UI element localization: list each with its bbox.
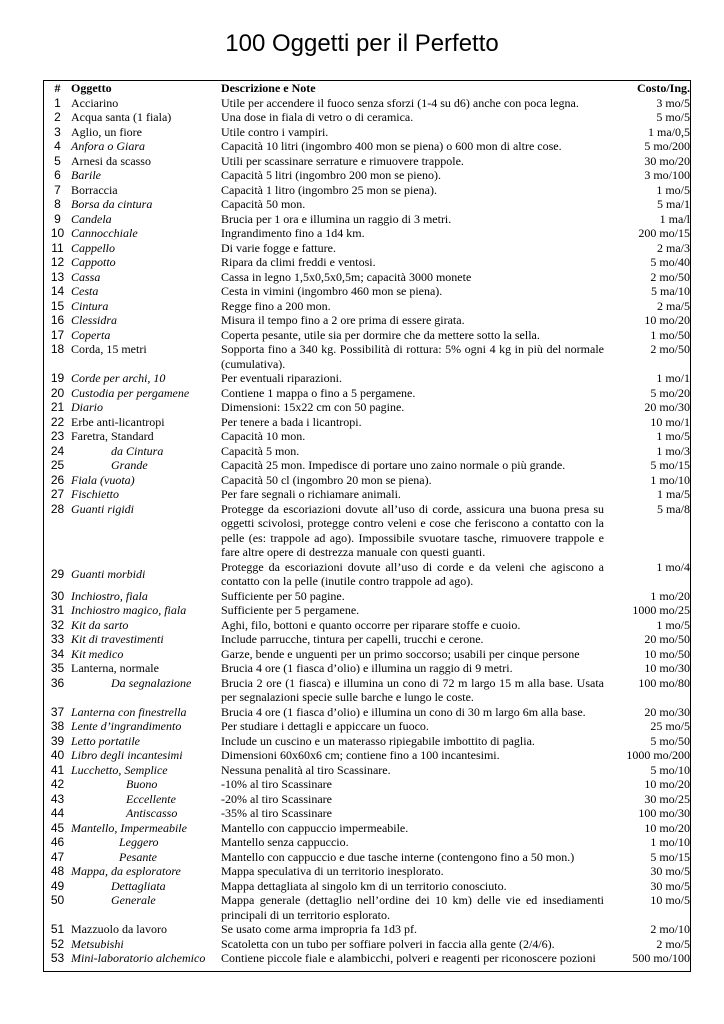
table-row: [44, 255, 690, 270]
row-object: Aglio, un fiore: [71, 124, 142, 139]
row-cost: 1 mo/10: [650, 835, 690, 849]
table-row: [44, 487, 690, 502]
row-cost: 5 mo/50: [650, 733, 690, 748]
row-description: Brucia 4 ore (1 fiasca d’olio) e illumina un raggio di 9 metri.: [221, 661, 513, 675]
row-object: Borsa da cintura: [71, 197, 153, 211]
table-row: [44, 676, 690, 705]
row-description: Ripara da climi freddi e ventosi.: [221, 255, 376, 269]
row-number: 35: [50, 661, 65, 675]
row-number: 44: [50, 806, 65, 820]
row-cost: 1 mo/3: [656, 443, 690, 458]
row-object: Mini-laboratorio alchemico: [71, 951, 206, 965]
table-row: [44, 458, 690, 473]
table-row: [44, 371, 690, 386]
row-number: 43: [50, 791, 65, 806]
table-row: [44, 705, 690, 720]
row-description: Utile contro i vampiri.: [221, 124, 329, 139]
table-row: [44, 154, 690, 169]
row-object: Fischietto: [71, 487, 119, 501]
row-object: Libro degli incantesimi: [71, 748, 183, 762]
row-number: 14: [50, 284, 65, 298]
row-cost: 1000 mo/25: [632, 603, 690, 617]
items-table: [44, 81, 690, 966]
table-row: [44, 560, 690, 589]
row-number: 39: [50, 733, 65, 748]
row-cost: 3 mo/100: [644, 168, 690, 182]
row-cost: 10 mo/20: [644, 820, 690, 835]
row-number: 49: [50, 878, 65, 893]
row-number: 40: [50, 748, 65, 762]
row-description: Capacità 5 litri (ingombro 200 mon se pieno).: [221, 168, 441, 182]
row-cost: 1 mo/5: [656, 429, 690, 443]
row-number: 16: [50, 313, 65, 327]
row-object: Da segnalazione: [111, 675, 192, 690]
row-description: Capacità 25 mon. Impedisce di portare uno zaino normale o più grande.: [221, 458, 566, 472]
row-number: 17: [50, 327, 65, 342]
row-description: Brucia 4 ore (1 fiasca d’olio) e illumina un cono di 30 m largo 6m alla base.: [221, 704, 586, 719]
row-description: Capacità 50 cl (ingombro 20 mon se piena).: [221, 472, 432, 487]
row-cost: 5 ma/8: [657, 501, 690, 516]
table-row: [44, 444, 690, 459]
table-row: [44, 212, 690, 227]
table-row: [44, 197, 690, 212]
table-row: [44, 864, 690, 879]
table-row: [44, 937, 690, 952]
row-object: Mantello, Impermeabile: [71, 820, 187, 835]
row-object: da Cintura: [111, 443, 164, 458]
row-number: 30: [50, 588, 65, 603]
row-cost: 200 mo/15: [638, 226, 690, 240]
table-row: [44, 429, 690, 444]
row-description: Brucia per 1 ora e illumina un raggio di 3 metri.: [221, 211, 452, 226]
row-cost: 2 mo/50: [650, 342, 690, 356]
row-object: Candela: [71, 211, 112, 226]
row-description: Protegge da escoriazioni dovute all’uso di corde e da veleni che agiscono a contatto con la pelle (inutile contro trappole ad ago).: [221, 559, 604, 588]
row-description: Coperta pesante, utile sia per dormire che da mettere sotto la sella.: [221, 327, 540, 342]
table-row: [44, 400, 690, 415]
row-number: 3: [54, 124, 61, 139]
row-description: Misura il tempo fino a 2 ore prima di essere girata.: [221, 313, 465, 327]
table-row: [44, 328, 690, 343]
row-object: Faretra, Standard: [71, 429, 154, 443]
table-row: [44, 342, 690, 371]
row-object: Corde per archi, 10: [71, 371, 166, 385]
row-number: 20: [50, 385, 65, 400]
row-cost: 1 ma/l: [659, 211, 690, 226]
row-description: Ingrandimento fino a 1d4 km.: [221, 226, 365, 240]
row-number: 4: [54, 139, 61, 153]
row-cost: 10 mo/20: [644, 777, 690, 791]
row-cost: 5 mo/5: [656, 110, 690, 124]
row-cost: 30 mo/5: [650, 878, 690, 893]
row-object: Cesta: [71, 284, 99, 298]
row-object: Clessidra: [71, 313, 118, 327]
table-row: [44, 618, 690, 633]
table-row: [44, 821, 690, 836]
row-description: Mantello senza cappuccio.: [221, 835, 349, 849]
row-cost: 5 mo/40: [650, 255, 690, 269]
row-object: Inchiostro, fiala: [71, 588, 148, 603]
row-description: Contiene 1 mappa o fino a 5 pergamene.: [221, 385, 416, 400]
row-number: 38: [50, 719, 65, 733]
row-description: -35% al tiro Scassinare: [221, 806, 332, 820]
row-description: Sufficiente per 50 pagine.: [221, 588, 345, 603]
row-number: 21: [50, 400, 65, 414]
table-row: [44, 763, 690, 778]
row-cost: 1 mo/5: [656, 182, 690, 197]
row-cost: 1 mo/1: [656, 371, 690, 385]
row-object: Leggero: [119, 835, 159, 849]
row-cost: 2 mo/5: [656, 936, 690, 951]
row-cost: 5 mo/15: [650, 849, 690, 864]
row-description: Mappa dettagliata al singolo km di un territorio conosciuto.: [221, 878, 507, 893]
row-object: Generale: [111, 893, 156, 907]
row-number: 8: [54, 197, 61, 211]
table-row: [44, 96, 690, 111]
table-row: [44, 922, 690, 937]
row-description: Sopporta fino a 340 kg. Possibilità di rottura: 5% ogni 4 kg in più del normale (cumulativa).: [221, 342, 604, 371]
row-description: Di varie fogge e fatture.: [221, 240, 336, 255]
row-description: Dimensioni 60x60x6 cm; contiene fino a 100 incantesimi.: [221, 748, 500, 762]
row-description: Per studiare i dettagli e appiccare un fuoco.: [221, 719, 429, 733]
row-cost: 30 mo/25: [644, 791, 690, 806]
row-cost: 1 mo/20: [650, 588, 690, 603]
row-description: Protegge da escoriazioni dovute all’uso di corde, assicura una buona presa su oggetti scivolosi, protegge contro veleni e cose che feriscono a contatto con la pelle (es: trappole ad ago). Impossibile svuotare tasche, rimuovere trappole e fare altre opere di destrezza manuale con questi guanti.: [221, 501, 604, 559]
row-cost: 1 ma/0,5: [648, 124, 690, 139]
row-number: 2: [54, 110, 61, 124]
header-description: Descrizione e Note: [221, 81, 316, 95]
row-description: Nessuna penalità al tiro Scassinare.: [221, 762, 391, 777]
row-object: Arnesi da scasso: [71, 153, 151, 168]
row-number: 26: [50, 472, 65, 487]
table-row: [44, 284, 690, 299]
row-object: Pesante: [119, 849, 157, 864]
row-description: Mappa generale (dettaglio nell’ordine dei 10 km) delle vie ed insediamenti principali di un territorio esplorato.: [221, 893, 604, 922]
row-object: Corda, 15 metri: [71, 342, 147, 356]
row-number: 18: [50, 342, 65, 356]
row-description: Capacità 10 mon.: [221, 429, 306, 443]
row-number: 48: [50, 864, 65, 878]
row-object: Coperta: [71, 327, 111, 342]
row-description: Scatoletta con un tubo per soffiare polveri in faccia alla gente (2/4/6).: [221, 936, 555, 951]
table-row: [44, 835, 690, 850]
row-number: 5: [54, 153, 61, 168]
row-cost: 10 mo/50: [644, 646, 690, 661]
row-object: Antiscasso: [126, 806, 178, 820]
row-object: Guanti morbidi: [71, 566, 146, 581]
row-object: Cintura: [71, 298, 109, 313]
row-description: Include parrucche, tintura per capelli, trucchi e cerone.: [221, 632, 484, 646]
row-cost: 2 ma/5: [657, 298, 690, 313]
table-row: [44, 183, 690, 198]
row-number: 6: [54, 168, 61, 182]
table-row: [44, 386, 690, 401]
row-object: Lucchetto, Semplice: [71, 762, 168, 777]
row-number: 13: [50, 269, 65, 284]
table-row: [44, 226, 690, 241]
row-number: 22: [50, 414, 65, 429]
row-number: 46: [50, 835, 65, 849]
row-cost: 30 mo/5: [650, 864, 690, 878]
row-number: 50: [50, 893, 65, 907]
table-row: [44, 589, 690, 604]
row-description: Cesta in vimini (ingombro 460 mon se piena).: [221, 284, 443, 298]
row-description: Capacità 10 litri (ingombro 400 mon se piena) o 600 mon di altre cose.: [221, 139, 562, 153]
table-row: [44, 502, 690, 560]
row-number: 7: [54, 182, 61, 197]
row-description: Brucia 2 ore (1 fiasca) e illumina un cono di 72 m largo 15 m alla base. Usata per segnalazioni specie sulle barche e lungo le coste.: [221, 675, 604, 704]
row-number: 1: [54, 95, 61, 110]
table-row: [44, 473, 690, 488]
table-row: [44, 792, 690, 807]
row-object: Barile: [71, 168, 101, 182]
row-cost: 5 ma/1: [657, 197, 690, 211]
row-cost: 5 mo/15: [650, 458, 690, 472]
row-object: Kit di travestimenti: [71, 632, 164, 646]
row-description: Utili per scassinare serrature e rimuovere trappole.: [221, 153, 464, 168]
row-cost: 1 mo/5: [656, 617, 690, 632]
row-number: 29: [50, 566, 65, 581]
row-description: Include un cuscino e un materasso ripiegabile imbottito di paglia.: [221, 733, 535, 748]
row-description: Sufficiente per 5 pergamene.: [221, 603, 360, 617]
row-number: 28: [50, 501, 65, 516]
row-object: Cassa: [71, 269, 101, 284]
table-row: [44, 719, 690, 734]
row-cost: 1 ma/5: [657, 487, 690, 501]
row-number: 47: [50, 849, 65, 864]
row-description: Dimensioni: 15x22 cm con 50 pagine.: [221, 400, 405, 414]
table-row: [44, 951, 690, 966]
table-row: [44, 647, 690, 662]
page-title: 100 Oggetti per il Perfetto: [225, 30, 499, 57]
row-cost: 5 mo/20: [650, 385, 690, 400]
row-object: Letto portatile: [71, 733, 140, 748]
table-row: [44, 777, 690, 792]
table-row: [44, 632, 690, 647]
row-description: Capacità 1 litro (ingombro 25 mon se piena).: [221, 182, 437, 197]
row-cost: 20 mo/30: [644, 400, 690, 414]
row-description: Mantello con cappuccio impermeabile.: [221, 820, 409, 835]
table-row: [44, 415, 690, 430]
row-description: Utile per accendere il fuoco senza sforzi (1-4 su d6) anche con poca legna.: [221, 95, 579, 110]
row-description: Garze, bende e unguenti per un primo soccorso; usabili per cinque persone: [221, 646, 580, 661]
row-number: 31: [50, 603, 65, 617]
row-cost: 10 mo/30: [644, 661, 690, 675]
row-description: Capacità 50 mon.: [221, 197, 306, 211]
row-number: 51: [50, 922, 65, 936]
row-cost: 2 mo/10: [650, 922, 690, 936]
row-number: 45: [50, 820, 65, 835]
row-number: 24: [50, 443, 65, 458]
row-number: 23: [50, 429, 65, 443]
row-object: Mazzuolo da lavoro: [71, 922, 167, 936]
row-object: Kit da sarto: [71, 617, 129, 632]
row-object: Anfora o Giara: [71, 139, 146, 153]
row-number: 34: [50, 646, 65, 661]
row-cost: 5 mo/10: [650, 762, 690, 777]
row-number: 36: [50, 675, 65, 690]
row-number: 33: [50, 632, 65, 646]
table-row: [44, 893, 690, 922]
row-cost: 5 ma/10: [651, 284, 690, 298]
row-description: Per fare segnali o richiamare animali.: [221, 487, 401, 501]
row-cost: 20 mo/30: [644, 704, 690, 719]
row-object: Lanterna con finestrella: [71, 704, 187, 719]
row-number: 27: [50, 487, 65, 501]
header-cost: Costo/Ing.: [636, 81, 690, 95]
row-object: Lanterna, normale: [71, 661, 159, 675]
table-row: [44, 806, 690, 821]
row-object: Guanti rigidi: [71, 501, 135, 516]
row-number: 19: [50, 371, 65, 385]
row-description: Capacità 5 mon.: [221, 443, 300, 458]
header-object: Oggetto: [71, 81, 112, 95]
row-object: Custodia per pergamene: [71, 385, 190, 400]
row-number: 12: [50, 255, 65, 269]
row-cost: 1000 mo/200: [626, 748, 690, 762]
row-description: Mantello con cappuccio e due tasche interne (contengono fino a 50 mon.): [221, 849, 575, 864]
row-cost: 5 mo/200: [644, 139, 690, 153]
table-row: [44, 270, 690, 285]
row-object: Fiala (vuota): [71, 472, 135, 487]
row-cost: 10 mo/20: [644, 313, 690, 327]
table-row: [44, 139, 690, 154]
table-row: [44, 299, 690, 314]
row-object: Grande: [111, 458, 148, 472]
row-cost: 20 mo/50: [644, 632, 690, 646]
row-object: Cannocchiale: [71, 226, 138, 240]
row-number: 42: [50, 777, 65, 791]
row-cost: 3 mo/5: [656, 95, 690, 110]
row-description: Cassa in legno 1,5x0,5x0,5m; capacità 3000 monete: [221, 269, 472, 284]
row-cost: 25 mo/5: [650, 719, 690, 733]
table-row: [44, 313, 690, 328]
table-header-row: [44, 81, 690, 96]
row-object: Inchiostro magico, fiala: [71, 603, 187, 617]
row-number: 25: [50, 458, 65, 472]
row-cost: 1 mo/10: [650, 472, 690, 487]
row-object: Buono: [126, 777, 158, 791]
row-cost: 2 mo/50: [650, 269, 690, 284]
row-cost: 100 mo/80: [638, 675, 690, 690]
table-row: [44, 661, 690, 676]
table-row: [44, 748, 690, 763]
table-row: [44, 125, 690, 140]
row-object: Lente d’ingrandimento: [71, 719, 182, 733]
row-object: Eccellente: [126, 791, 176, 806]
row-number: 11: [51, 240, 64, 255]
row-description: Mappa speculativa di un territorio inesplorato.: [221, 864, 444, 878]
row-object: Kit medico: [71, 646, 124, 661]
row-cost: 30 mo/20: [644, 153, 690, 168]
row-description: Regge fino a 200 mon.: [221, 298, 331, 313]
row-object: Dettagliata: [111, 878, 166, 893]
row-description: Una dose in fiala di vetro o di ceramica.: [221, 110, 414, 124]
table-row: [44, 879, 690, 894]
table-row: [44, 241, 690, 256]
row-number: 9: [54, 211, 61, 226]
table-row: [44, 168, 690, 183]
row-number: 15: [50, 298, 65, 313]
row-number: 10: [50, 226, 65, 240]
row-description: Contiene piccole fiale e alambicchi, polveri e reagenti per riconoscere pozioni: [221, 951, 596, 965]
row-number: 37: [50, 704, 65, 719]
row-description: Per eventuali riparazioni.: [221, 371, 342, 385]
table-row: [44, 734, 690, 749]
row-description: -20% al tiro Scassinare: [221, 791, 332, 806]
table-row: [44, 603, 690, 618]
row-object: Cappello: [71, 240, 115, 255]
row-number: 52: [50, 936, 65, 951]
row-number: 41: [50, 762, 65, 777]
row-object: Mappa, da esploratore: [71, 864, 181, 878]
table-row: [44, 850, 690, 865]
header-number: #: [54, 81, 61, 95]
table-row: [44, 110, 690, 125]
row-cost: 10 mo/5: [650, 893, 690, 907]
row-object: Acciarino: [71, 95, 119, 110]
row-object: Borraccia: [71, 182, 118, 197]
row-object: Metsubishi: [71, 936, 124, 951]
row-cost: 10 mo/1: [650, 414, 690, 429]
row-description: Per tenere a bada i licantropi.: [221, 414, 362, 429]
row-description: -10% al tiro Scassinare: [221, 777, 332, 791]
row-cost: 1 mo/4: [656, 559, 690, 574]
row-cost: 100 mo/30: [638, 806, 690, 820]
row-object: Cappotto: [71, 255, 116, 269]
row-cost: 2 ma/3: [657, 240, 690, 255]
row-description: Aghi, filo, bottoni e quanto occorre per riparare stoffe e cuoio.: [221, 617, 521, 632]
row-object: Acqua santa (1 fiala): [71, 110, 172, 124]
row-object: Erbe anti-licantropi: [71, 414, 165, 429]
row-cost: 500 mo/100: [632, 951, 690, 965]
row-description: Se usato come arma impropria fa 1d3 pf.: [221, 922, 417, 936]
row-number: 53: [50, 951, 65, 965]
row-number: 32: [50, 617, 65, 632]
row-cost: 1 mo/50: [650, 327, 690, 342]
row-object: Diario: [71, 400, 104, 414]
